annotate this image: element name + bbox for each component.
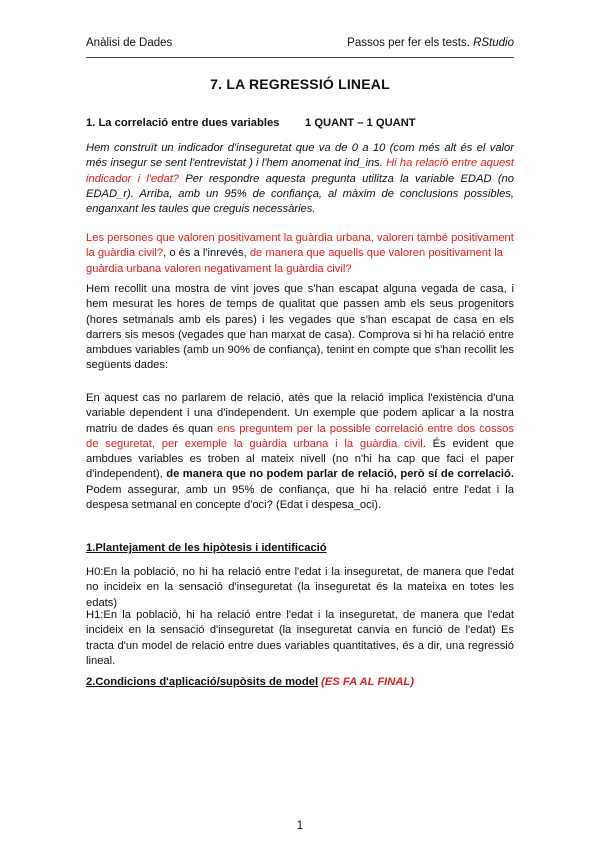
relation-part3: Podem assegurar, amb un 95% de confiança, que hi ha relació entre l'edat i la despesa setmanal en concepte d'oci? (Edat i despesa_oci). (86, 483, 514, 512)
h0-paragraph: H0:En la població, no hi ha relació entre l'edat i la inseguretat, de manera que l'edat no incideix en la sensació d'inseguretat (la inseguretat és la mateixa en totes les edats) (86, 566, 514, 609)
intro-part1: Hem construït un indicador d'inseguretat que va de 0 a 10 (com més alt és el valor més insegur se sent l'entrevistat ) i l'hem anomenat ind_ins. (86, 142, 514, 170)
question-middle: , o és a l'inrevés, (163, 247, 250, 260)
intro-part2: Per respondre aquesta pregunta utilitza la variable EDAD (no EDAD_r). Arriba, amb un 95% de confiança, al màxim de conclusions possibles, enganxant les taules que creguis necessàries. (86, 172, 514, 216)
header-right (347, 37, 514, 49)
page-number: 1 (296, 820, 304, 832)
relation-bold: de manera que no podem parlar de relació, però sí de correlació. (166, 468, 514, 481)
intro-paragraph (86, 141, 514, 217)
intro-question: Hi ha relació entre aquest indicador i l'edat? (86, 157, 514, 185)
youth-paragraph: Hem recollit una mostra de vint joves que s'han escapat alguna vegada de casa, i hem mesurat les hores de temps de qualitat que passen amb els seus progenitors (hores setmanals amb els pares) i les vegades que s'han escapat de casa en els darrers sis mesos (vegades que han marxat de casa). Comprova si hi ha relació entre ambdues variables (amb un 90% de confiança), tenint en compte que s'han recollit les següents dades: (86, 283, 514, 372)
page-title: 7. LA REGRESSIÓ LINEAL (210, 76, 390, 92)
section1-tag: 1 QUANT – 1 QUANT (305, 117, 416, 129)
header-rule (86, 57, 514, 58)
relation-part2: . És evident que ambdues variables es troben al mateix nivell (no n'hi ha cap que faci el paper d'independent), (86, 437, 514, 481)
header-right-app: RStudio (473, 37, 514, 49)
header-left: Anàlisi de Dades (86, 37, 173, 49)
conditions-note: (ES FA AL FINAL) (321, 676, 414, 688)
question-part2: de manera que aquells que valoren positivament la guàrdia urbana valoren negativament la guàrdia civil? (86, 247, 503, 275)
header-right-text: Passos per fer els tests. (347, 37, 474, 49)
conditions-heading: 2.Condicions d'aplicació/supòsits de model (86, 676, 319, 688)
section1-heading: 1. La correlació entre dues variables (86, 117, 280, 129)
relation-part1: En aquest cas no parlarem de relació, atès que la relació implica l'existència d'una variable dependent i una d'independent. Un exemple que podem aplicar a la nostra matriu de dades és quan (86, 392, 514, 435)
conditions-heading-row (86, 676, 414, 688)
question-part1: Les persones que valoren positivament la guàrdia urbana, valoren també positivament la guàrdia civil? (86, 232, 514, 260)
hypothesis-heading: 1.Plantejament de les hipòtesis i identificació (86, 542, 327, 554)
h1-paragraph: H1:En la població, hi ha relació entre l'edat i la inseguretat, de manera que l'edat incideix en la sensació d'inseguretat (la inseguretat canvia en funció de l'edat) Es tracta d'un model de relació entre dues variables quantitatives, és a dir, una regressió lineal. (86, 609, 514, 667)
relation-paragraph (86, 391, 514, 513)
question-paragraph (86, 231, 514, 277)
relation-red: ens preguntem per la possible correlació entre dos cossos de seguretat, per exemple la guàrdia urbana i la guàrdia civil (86, 422, 514, 450)
